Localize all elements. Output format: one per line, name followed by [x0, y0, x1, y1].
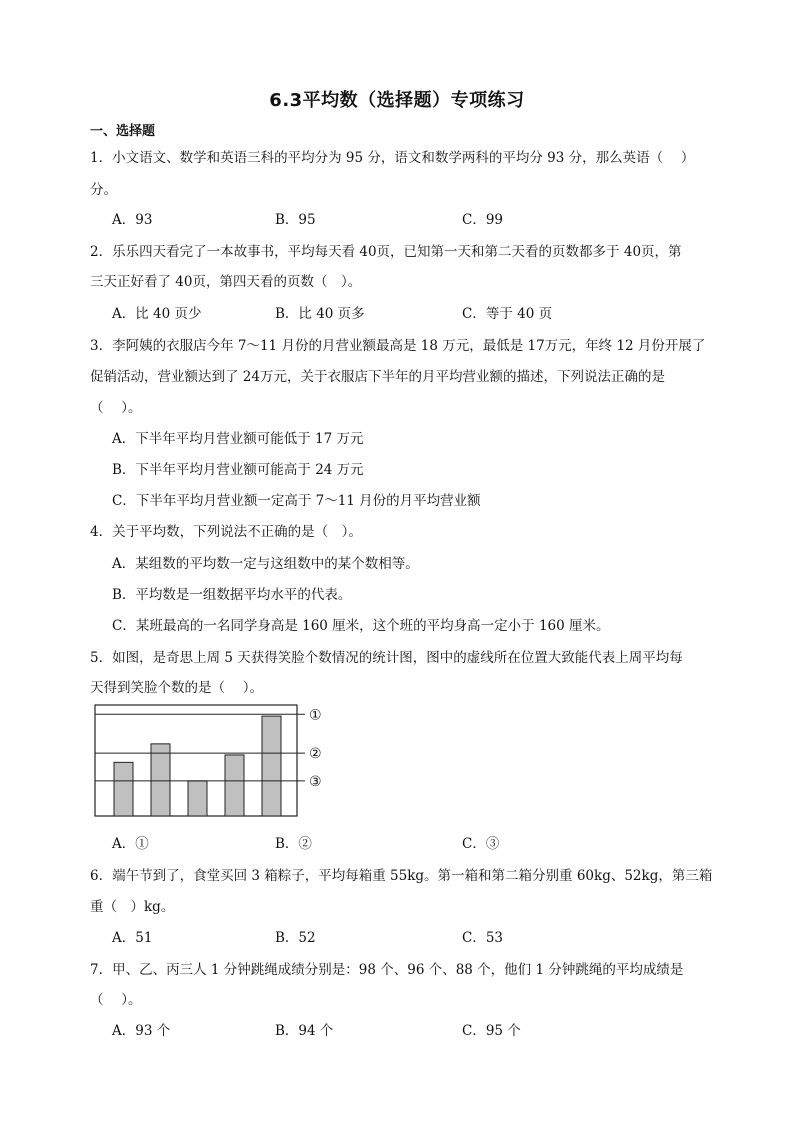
question-3-text-cont2: （ ）。 — [90, 400, 142, 416]
chart-bar — [188, 781, 207, 816]
question-7-option-a[interactable]: A．93 个 — [112, 1023, 171, 1039]
chart-bar — [114, 762, 133, 816]
question-7-text-cont: （ ）。 — [90, 992, 142, 1008]
reference-line-label: ① — [309, 707, 322, 724]
question-7-option-c[interactable]: C．95 个 — [462, 1023, 521, 1039]
reference-line-label: ② — [309, 746, 322, 763]
question-6-text: 6．端午节到了，食堂买回 3 箱粽子，平均每箱重 55kg。第一箱和第二箱分别重 60kg、52kg，第三箱 — [90, 868, 713, 884]
question-1-option-b[interactable]: B．95 — [275, 212, 316, 228]
question-3-text: 3．李阿姨的衣服店今年 7～11 月份的月营业额最高是 18 万元，最低是 17万元，年终 12 月份开展了 — [90, 338, 706, 354]
question-2-text: 2．乐乐四天看完了一本故事书，平均每天看 40页，已知第一天和第二天看的页数都多于 40页，第 — [90, 244, 682, 260]
question-3-option-b[interactable]: B．下半年平均月营业额可能高于 24 万元 — [112, 462, 364, 478]
chart-bar — [225, 755, 244, 816]
question-6-option-a[interactable]: A．51 — [112, 930, 153, 946]
question-5-text-cont: 天得到笑脸个数的是（ ）。 — [90, 680, 264, 696]
question-2-option-a[interactable]: A．比 40 页少 — [112, 306, 202, 322]
question-6-option-c[interactable]: C．53 — [462, 930, 504, 946]
question-6-text-cont: 重（ ）kg。 — [90, 899, 175, 915]
question-2-option-b[interactable]: B．比 40 页多 — [275, 306, 365, 322]
question-4-option-b[interactable]: B．平均数是一组数据平均水平的代表。 — [112, 587, 352, 603]
smiley-count-bar-chart — [90, 700, 340, 820]
question-5-option-b[interactable]: B．② — [275, 836, 312, 852]
question-3-option-c[interactable]: C．下半年平均月营业额一定高于 7～11 月份的月平均营业额 — [112, 493, 481, 509]
question-7-option-b[interactable]: B．94 个 — [275, 1023, 334, 1039]
chart-bar — [151, 744, 170, 816]
question-6-option-b[interactable]: B．52 — [275, 930, 316, 946]
question-4-option-c[interactable]: C．某班最高的一名同学身高是 160 厘米，这个班的平均身高一定小于 160 厘米。 — [112, 618, 610, 634]
section-heading: 一、选择题 — [90, 124, 156, 139]
chart-bar — [262, 716, 281, 816]
question-5-option-c[interactable]: C．③ — [462, 836, 500, 852]
question-5-text: 5．如图，是奇思上周 5 天获得笑脸个数情况的统计图，图中的虚线所在位置大致能代表上周平均每 — [90, 650, 683, 666]
question-3-text-cont: 促销活动，营业额达到了 24万元，关于衣服店下半年的月平均营业额的描述，下列说法正确的是 — [90, 369, 665, 385]
question-4-text: 4．关于平均数，下列说法不正确的是（ ）。 — [90, 524, 362, 540]
question-3-option-a[interactable]: A．下半年平均月营业额可能低于 17 万元 — [112, 431, 364, 447]
question-2-text-cont: 三天正好看了 40页，第四天看的页数（ ）。 — [90, 274, 362, 290]
page-title: 6.3平均数（选择题）专项练习 — [269, 90, 525, 111]
reference-line-label: ③ — [309, 773, 322, 790]
question-1-text-cont: 分。 — [90, 182, 117, 198]
question-1-option-a[interactable]: A．93 — [112, 212, 153, 228]
question-1-text: 1．小文语文、数学和英语三科的平均分为 95 分，语文和数学两科的平均分 93 分，那么英语（ ） — [90, 150, 695, 166]
question-5-option-a[interactable]: A．① — [112, 836, 149, 852]
question-2-option-c[interactable]: C．等于 40 页 — [462, 306, 553, 322]
question-1-option-c[interactable]: C．99 — [462, 212, 504, 228]
question-7-text: 7．甲、乙、丙三人 1 分钟跳绳成绩分别是：98 个、96 个、88 个，他们 1 分钟跳绳的平均成绩是 — [90, 962, 684, 978]
question-4-option-a[interactable]: A．某组数的平均数一定与这组数中的某个数相等。 — [112, 556, 419, 572]
